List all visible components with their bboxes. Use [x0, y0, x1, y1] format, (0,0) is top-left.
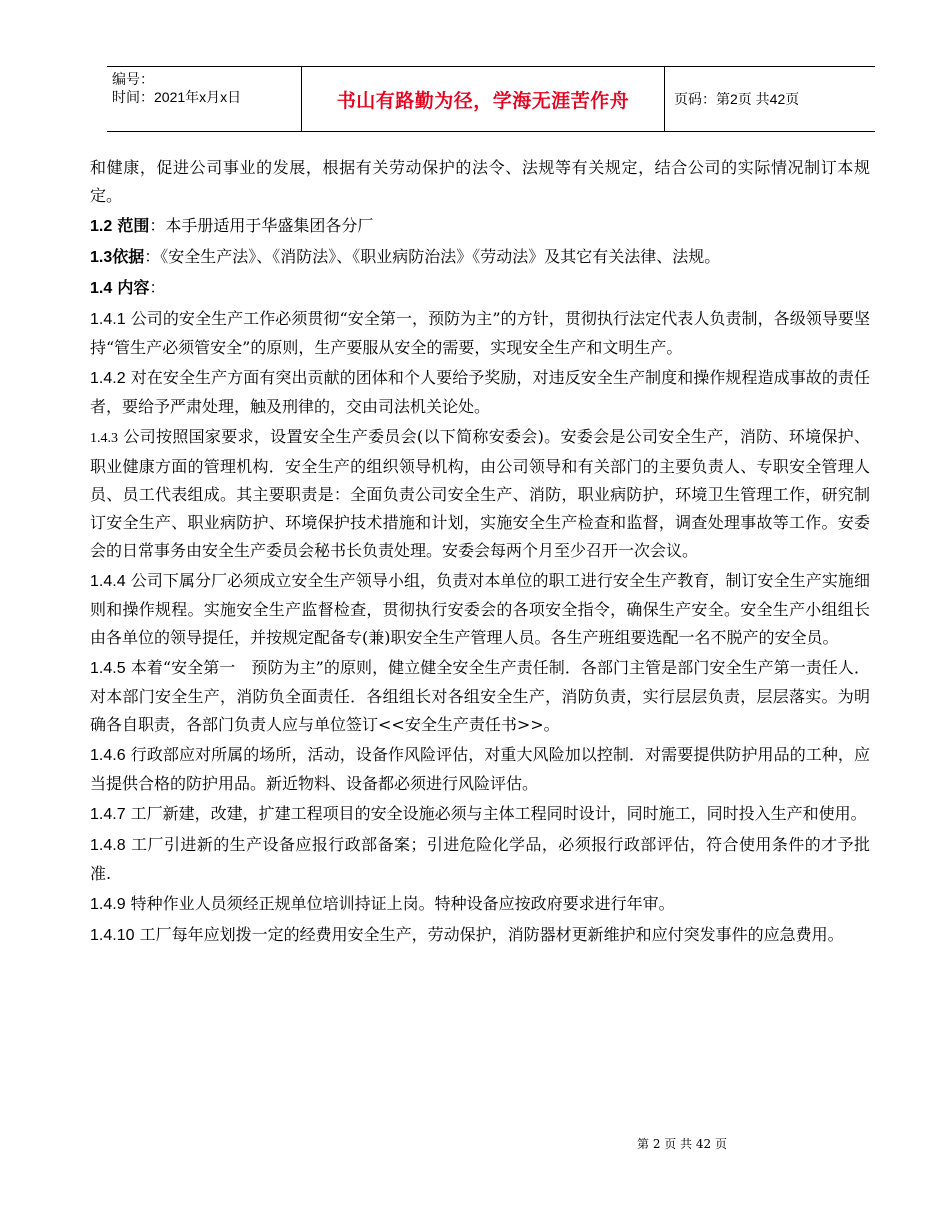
clause-number: 1.4.9	[90, 896, 126, 913]
clause-text: 公司下属分厂必须成立安全生产领导小组，负责对本单位的职工进行安全生产教育，制订安全生产实施细则和操作规程。实施安全生产监督检查，贯彻执行安委会的各项安全指令，确保生产安全。安全生产小组组长由各单位的领导提任，并按规定配备专(兼)职安全生产管理人员。各生产班组要选配一名不脱产的安全员。	[90, 571, 870, 647]
clause-paragraph	[90, 423, 870, 565]
clause-paragraph	[90, 921, 870, 950]
clause-text: 行政部应对所属的场所，活动，设备作风险评估，对重大风险加以控制．对需要提供防护用品的工种，应当提供合格的防护用品。新近物料、设备都必须进行风险评估。	[90, 745, 870, 793]
section-colon: ：	[149, 278, 166, 297]
header-divider	[664, 66, 665, 132]
section-number: 1.3	[90, 249, 113, 266]
clause-number: 1.4.1	[90, 311, 126, 328]
section-label: 范围	[117, 218, 150, 235]
clause-text: 对在安全生产方面有突出贡献的团体和个人要给予奖励，对违反安全生产制度和操作规程造成事故的责任者，要给予严肃处理，触及刑律的，交由司法机关论处。	[90, 368, 870, 416]
clause-paragraph	[90, 741, 870, 798]
intro-paragraph: 和健康，促进公司事业的发展，根据有关劳动保护的法令、法规等有关规定，结合公司的实际情况制订本规定。	[90, 158, 870, 205]
clause-text: 工厂每年应划拨一定的经费用安全生产，劳动保护，消防器材更新维护和应付突发事件的应急费用。	[134, 925, 844, 944]
clause-text: 特种作业人员须经正规单位培训持证上岗。特种设备应按政府要求进行年审。	[125, 894, 675, 913]
section-label: 依据	[112, 249, 145, 266]
clause-number: 1.4.7	[90, 806, 126, 823]
clause-paragraph	[90, 800, 870, 829]
section-number: 1.4	[90, 280, 113, 297]
section-label: 内容	[117, 280, 150, 297]
clause-paragraph	[90, 890, 870, 919]
section-scope	[90, 212, 870, 241]
footer-page-number: 第 2 页 共 42 页	[637, 1137, 727, 1151]
header-page-label: 页码：第2页 共42页	[674, 91, 800, 107]
header-info	[112, 66, 300, 132]
time-label: 时间：2021年x月x日	[112, 89, 242, 105]
document-body	[90, 154, 870, 950]
section-basis	[90, 243, 870, 272]
clause-paragraph	[90, 654, 870, 739]
clause-number: 1.4.3	[90, 431, 118, 446]
clause-text: 公司按照国家要求，设置安全生产委员会(以下简称安委会)。安委会是公司安全生产，消防、环境保护、职业健康方面的管理机构．安全生产的组织领导机构，由公司领导和有关部门的主要负责人、专职安全管理人员、员工代表组成。其主要职责是：全面负责公司安全生产、消防，职业病防护，环境卫生管理工作，研究制订安全生产、职业病防护、环境保护技术措施和计划，实施安全生产检查和监督，调查处理事故等工作。安委会的日常事务由安全生产委员会秘书长负责处理。安委会每两个月至少召开一次会议。	[90, 427, 870, 560]
section-text: ：《安全生产法》、《消防法》、《职业病防治法》《劳动法》及其它有关法律、法规。	[144, 247, 721, 266]
section-text: ：本手册适用于华盛集团各分厂	[149, 216, 374, 235]
clause-number: 1.4.10	[90, 927, 135, 944]
section-number: 1.2	[90, 218, 113, 235]
clause-paragraph	[90, 831, 870, 888]
clause-number: 1.4.8	[90, 837, 126, 854]
clause-number: 1.4.6	[90, 747, 126, 764]
number-label: 编号：	[112, 71, 154, 87]
clause-text: 公司的安全生产工作必须贯彻“安全第一，预防为主”的方针，贯彻执行法定代表人负责制，各级领导要坚持“管生产必须管安全”的原则，生产要服从安全的需要，实现安全生产和文明生产。	[90, 309, 870, 357]
clause-number: 1.4.4	[90, 573, 126, 590]
clause-paragraph	[90, 305, 870, 362]
clause-number: 1.4.2	[90, 370, 126, 387]
clause-text: 工厂新建，改建，扩建工程项目的安全设施必须与主体工程同时设计，同时施工，同时投入生产和使用。	[125, 804, 867, 823]
clause-text: 本着“安全第一 预防为主”的原则，健立健全安全生产责任制．各部门主管是部门安全生产第一责任人．对本部门安全生产，消防负全面责任．各组组长对各组安全生产，消防负责，实行层层负责，层层落实。为明确各自职责，各部门负责人应与单位签订<<安全生产责任书>>。	[90, 658, 870, 734]
clause-paragraph	[90, 567, 870, 652]
section-content	[90, 274, 870, 303]
header-motto: 书山有路勤为径，学海无涯苦作舟	[336, 89, 630, 112]
clause-paragraph	[90, 364, 870, 421]
clause-number: 1.4.5	[90, 660, 126, 677]
clause-text: 工厂引进新的生产设备应报行政部备案；引进危险化学品，必须报行政部评估，符合使用条件的才予批准.	[90, 835, 870, 883]
